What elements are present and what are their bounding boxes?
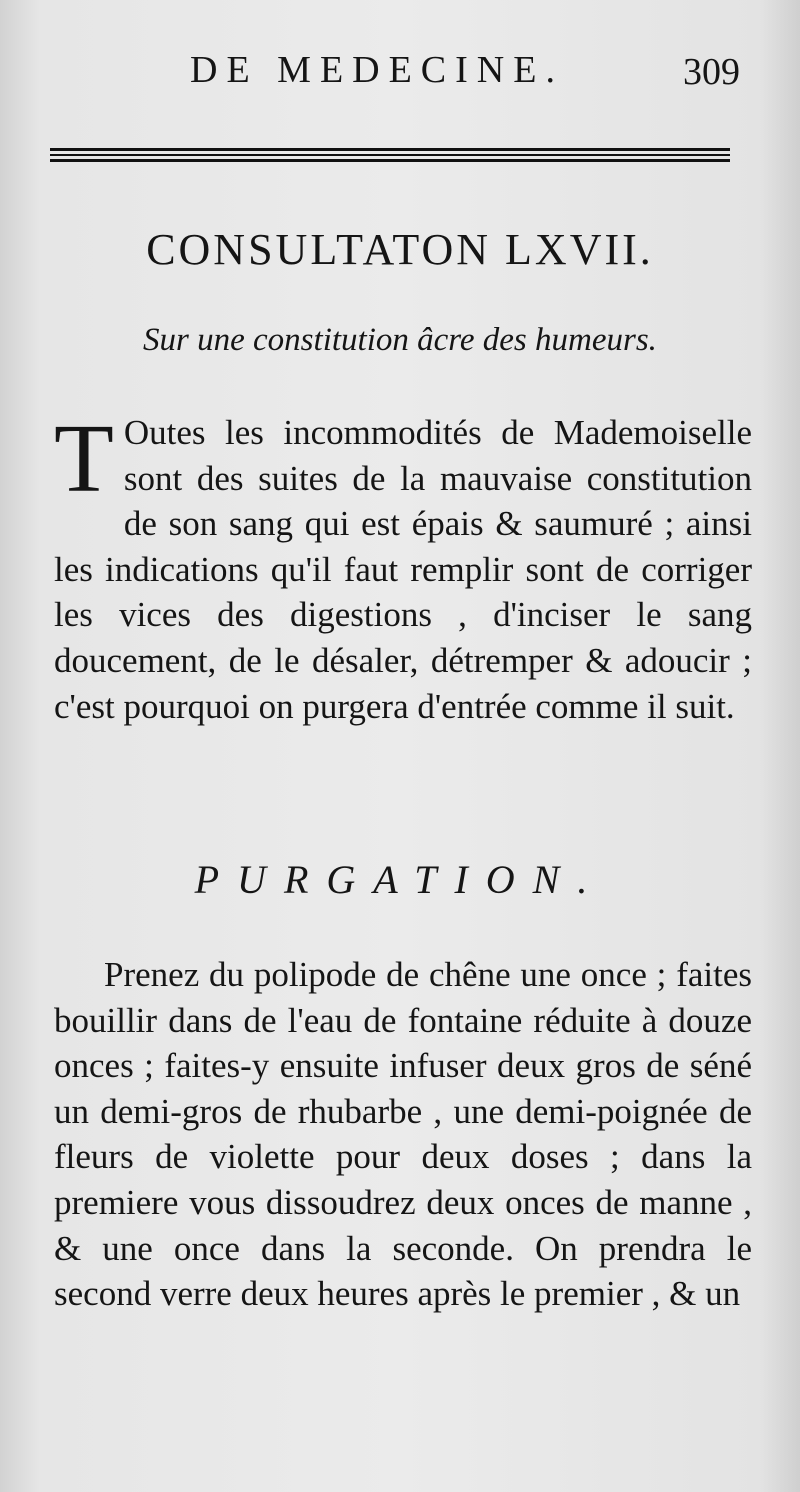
running-head: DE MEDECINE. [190, 49, 564, 91]
page-header [190, 48, 750, 98]
paragraph-1-text: Outes les incommodités de Mademoiselle sont des suites de la mauvaise constitution de son sang qui est épais & saumuré ; ainsi les indications qu'il faut remplir sont de corriger les vices des digestions , d'inciser le sang doucement, de le désaler, détremper & adoucir ; c'est pourquoi on purgera d'entrée comme il suit. [54, 413, 752, 726]
paragraph-2-text: Prenez du polipode de chêne une once ; faites bouillir dans de l'eau de fontaine réduite à douze onces ; faites-y ensuite infuser deux gros de séné un demi-gros de rhubarbe , une demi-poignée de fleurs de violette pour deux doses ; dans la premiere vous dissoudrez deux onces de manne , & une once dans la seconde. On prendra le second verre deux heures après le premier , & un [54, 955, 752, 1314]
consultation-subtitle: Sur une constitution âcre des humeurs. [143, 322, 657, 358]
page-number: 309 [683, 51, 740, 93]
drop-cap: T [54, 405, 114, 513]
header-rule [50, 148, 730, 162]
consultation-title: CONSULTATON LXVII. [146, 225, 654, 274]
section-title: PURGATION. [194, 857, 606, 902]
paragraph-1 [54, 405, 752, 729]
paragraph-2 [54, 952, 752, 1317]
